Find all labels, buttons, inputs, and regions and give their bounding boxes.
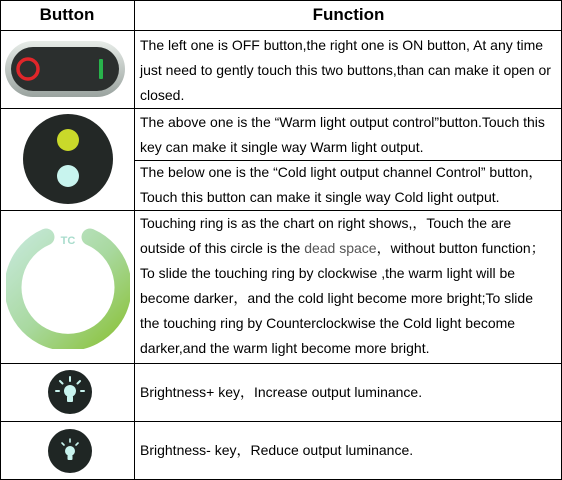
function-text-touch-ring	[135, 211, 562, 363]
brightness-plus-icon	[47, 369, 93, 420]
brightness-minus-icon	[47, 428, 93, 479]
dead-space-text: dead space	[304, 240, 377, 256]
touch-ring-icon	[6, 225, 130, 354]
header-function: Function	[312, 5, 385, 24]
function-text-brightness-minus: Brightness- key，Reduce output luminance.	[140, 442, 414, 458]
touch-ring-text-part2: ，without button function；To slide the touching ring by clockwise ,the warm light will be become darker，and the cold light become more bright;To slide the touching ring by Counterclockwise the Cold light become darker,and the warm light become more bright.	[140, 240, 545, 356]
function-text-warm-light: The above one is the “Warm light output control”button.Touch this key can make it single way Warm light output.	[140, 114, 545, 155]
warm-cold-light-buttons-icon	[22, 113, 114, 210]
ring-label: TC	[60, 235, 76, 247]
function-text-cold-light: The below one is the “Cold light output channel Control” button，Touch this button can make it single way Cold light output.	[140, 164, 543, 205]
table-border-left	[0, 0, 1, 480]
function-text-on-off: The left one is OFF button,the right one is ON button, At any time just need to gently touch this two buttons,than can make it open or closed.	[140, 37, 551, 103]
on-off-buttons-icon	[4, 40, 126, 103]
touch-ring-text-part1: Touching ring is as the chart on right shows,，Touch the are outside of this circle is the	[140, 215, 512, 256]
header-button: Button	[39, 5, 95, 24]
function-text-brightness-plus: Brightness+ key，Increase output luminance.	[140, 384, 423, 400]
table-divider	[0, 30, 562, 31]
table-divider	[0, 108, 562, 109]
